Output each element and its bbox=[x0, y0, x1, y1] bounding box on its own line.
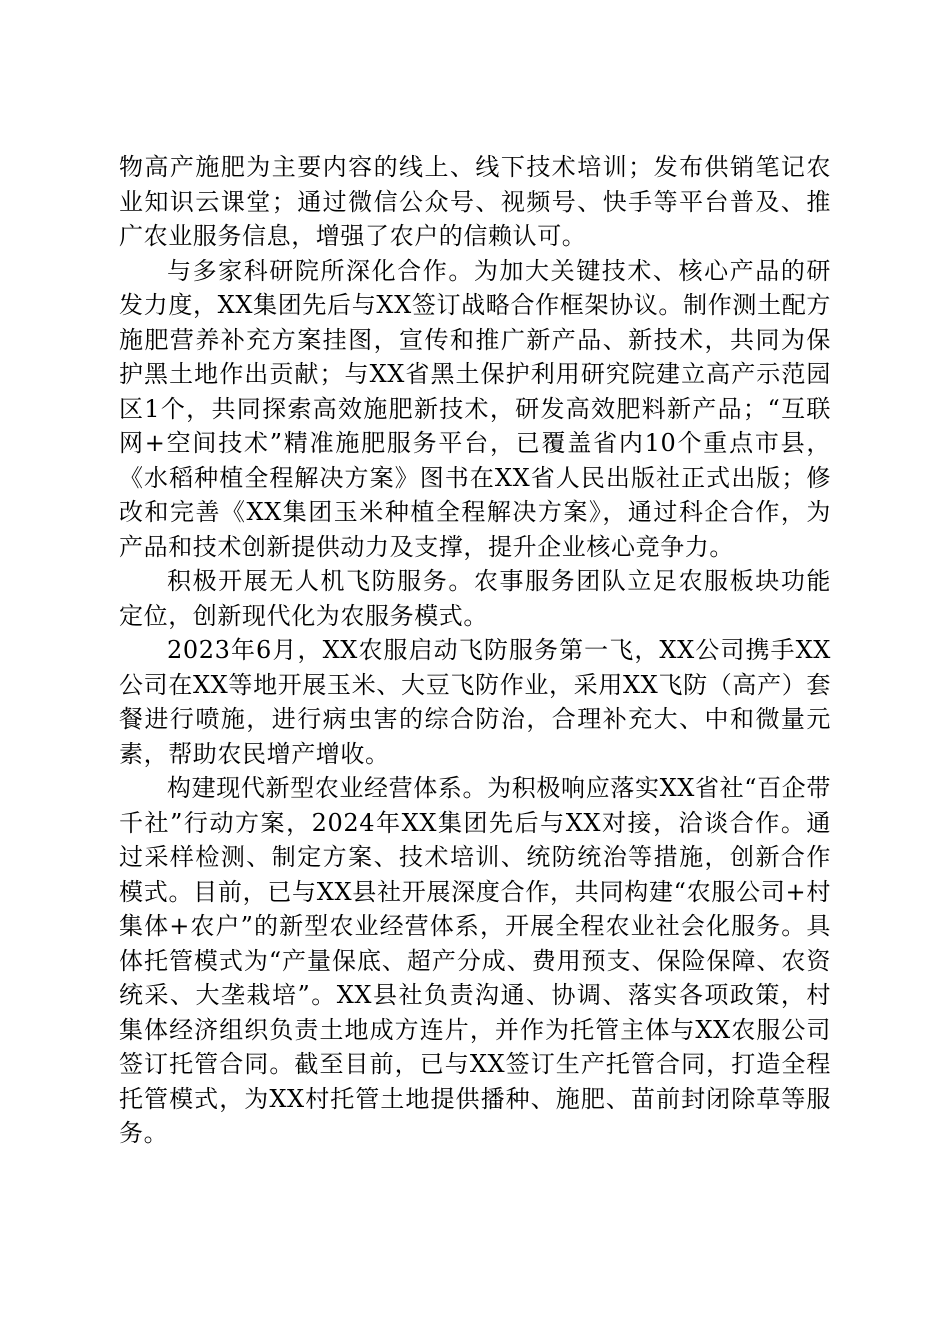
paragraph-drone-first-flight: 2023年6月，XX农服启动飞防服务第一飞，XX公司携手XX公司在XX等地开展玉米、大豆飞防作业，采用XX飞防（高产）套餐进行喷施，进行病虫害的综合防治，合理补充大、中和微量元素，帮助农民增产增收。 bbox=[119, 636, 831, 768]
paragraph-training-continued: 物高产施肥为主要内容的线上、线下技术培训；发布供销笔记农业知识云课堂；通过微信公众号、视频号、快手等平台普及、推广农业服务信息，增强了农户的信赖认可。 bbox=[119, 153, 831, 250]
paragraph-agricultural-system: 构建现代新型农业经营体系。为积极响应落实XX省社“百企带千社”行动方案，2024年XX集团先后与XX对接，洽谈合作。通过采样检测、制定方案、技术培训、统防统治等措施，创新合作模式。目前，已与XX县社开展深度合作，共同构建“农服公司+村集体+农户”的新型农业经营体系，开展全程农业社会化服务。具体托管模式为“产量保底、超产分成、费用预支、保险保障、农资统采、大垄栽培”。XX县社负责沟通、协调、落实各项政策，村集体经济组织负责土地成方连片，并作为托管主体与XX农服公司签订托管合同。截至目前，已与XX签订生产托管合同，打造全程托管模式，为XX村托管土地提供播种、施肥、苗前封闭除草等服务。 bbox=[119, 774, 831, 1147]
paragraph-research-cooperation: 与多家科研院所深化合作。为加大关键技术、核心产品的研发力度，XX集团先后与XX签订战略合作框架协议。制作测土配方施肥营养补充方案挂图，宣传和推广新产品、新技术，共同为保护黑土地作出贡献；与XX省黑土保护利用研究院建立高产示范园区1个，共同探索高效施肥新技术，研发高效肥料新产品；“互联网+空间技术”精准施肥服务平台，已覆盖省内10个重点市县，《水稻种植全程解决方案》图书在XX省人民出版社正式出版；修改和完善《XX集团玉米种植全程解决方案》，通过科企合作，为产品和技术创新提供动力及支撑，提升企业核心竞争力。 bbox=[119, 256, 831, 561]
paragraph-drone-service: 积极开展无人机飞防服务。农事服务团队立足农服板块功能定位，创新现代化为农服务模式。 bbox=[119, 567, 831, 630]
document-body bbox=[119, 150, 831, 1151]
